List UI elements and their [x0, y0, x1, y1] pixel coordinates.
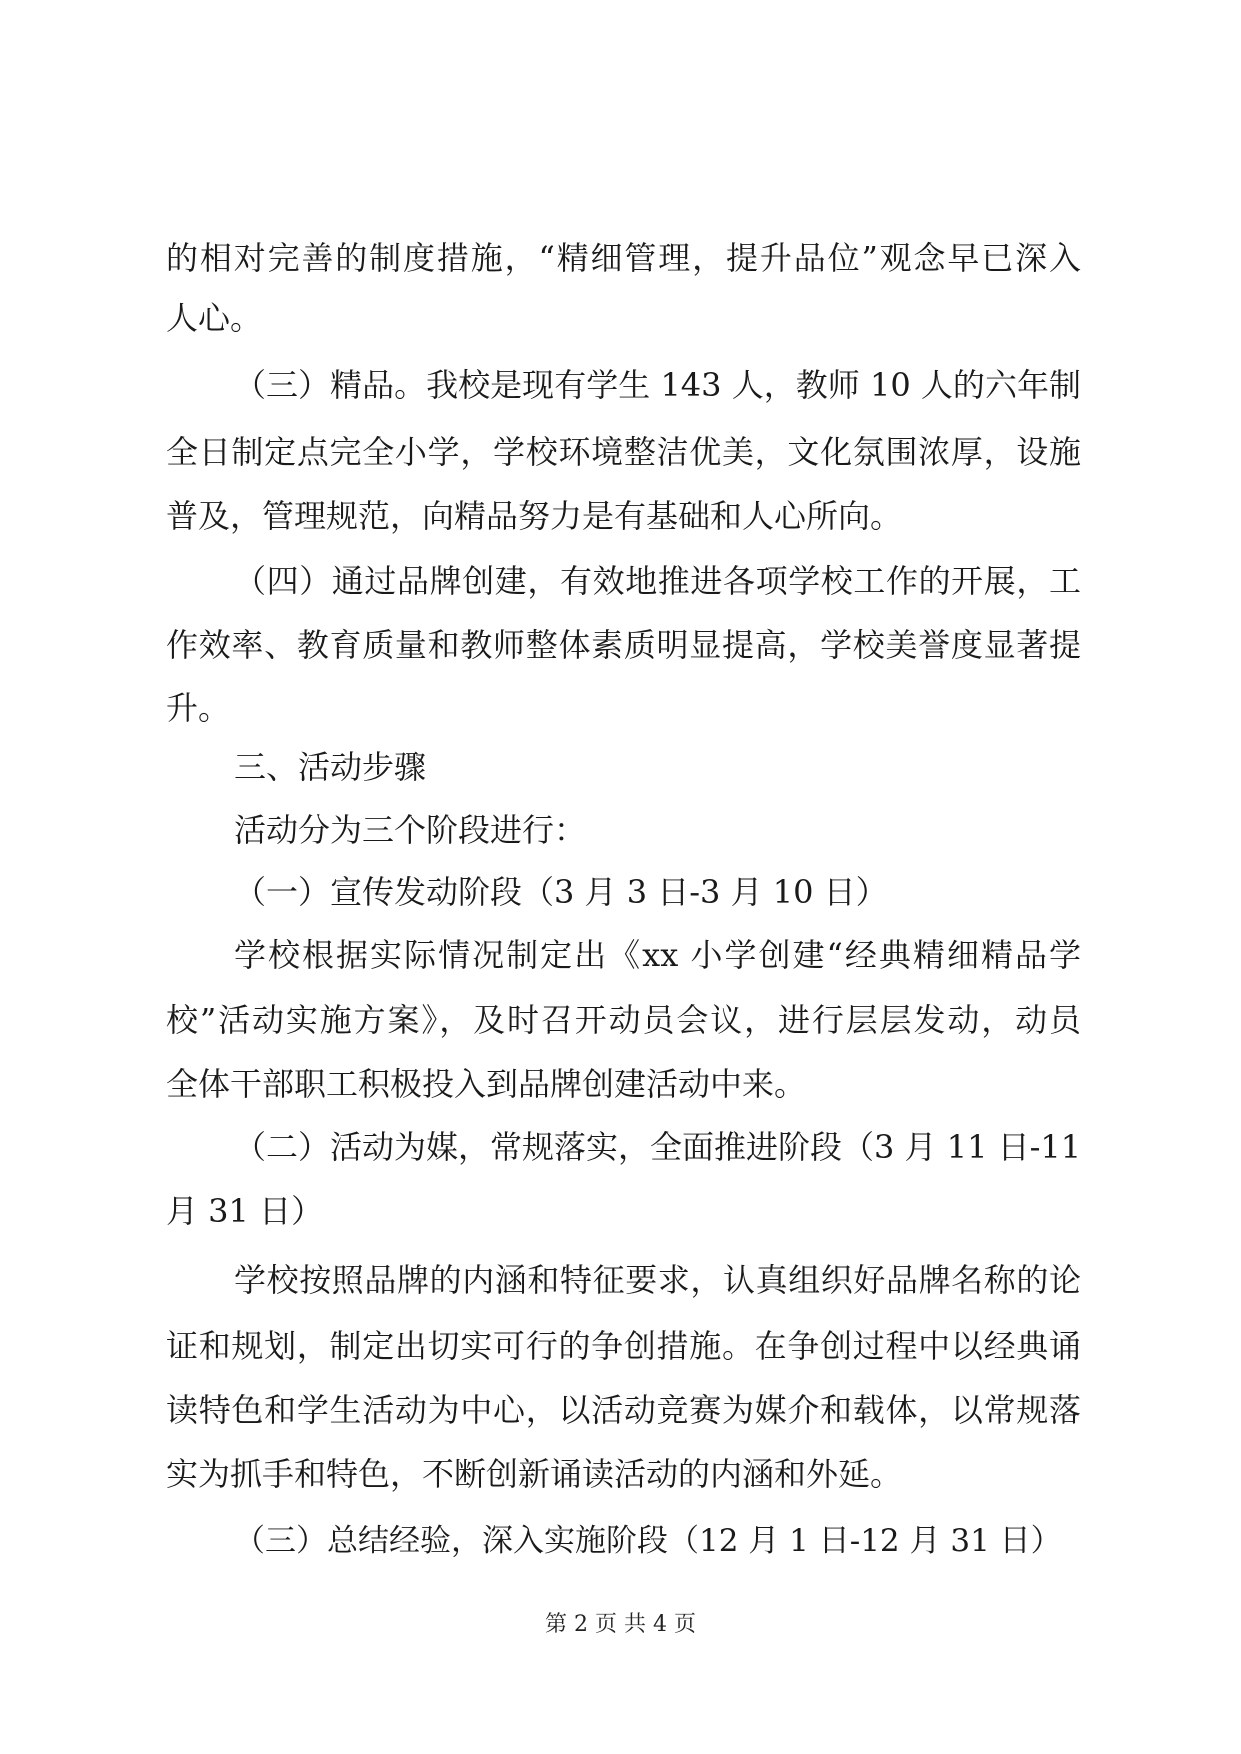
text-line: 升。 [166, 689, 231, 727]
text-line: 的相对完善的制度措施，“精细管理，提升品位”观念早已深入 [166, 239, 1081, 277]
text-line: 学校按照品牌的内涵和特征要求，认真组织好品牌名称的论 [234, 1261, 1081, 1299]
text-line: 全体干部职工积极投入到品牌创建活动中来。 [166, 1065, 807, 1103]
text-line: 证和规划，制定出切实可行的争创措施。在争创过程中以经典诵 [166, 1327, 1081, 1365]
text-line: 校”活动实施方案》，及时召开动员会议，进行层层发动，动员 [166, 1001, 1081, 1039]
text-line: （四）通过品牌创建，有效地推进各项学校工作的开展，工 [234, 562, 1081, 600]
text-line: 人心。 [166, 299, 263, 337]
text-line: 读特色和学生活动为中心，以活动竞赛为媒介和载体，以常规落 [166, 1391, 1081, 1429]
text-line: （三）精品。我校是现有学生 143 人，教师 10 人的六年制 [234, 366, 1081, 404]
text-line: 作效率、教育质量和教师整体素质明显提高，学校美誉度显著提 [166, 626, 1081, 664]
text-line: 全日制定点完全小学，学校环境整洁优美，文化氛围浓厚，设施 [166, 433, 1081, 471]
page-indicator: 第 2 页 共 4 页 [545, 1612, 696, 1637]
text-line: （三）总结经验，深入实施阶段（12 月 1 日-12 月 31 日） [234, 1523, 1062, 1559]
section-heading: 三、活动步骤 [234, 748, 427, 786]
text-line: 学校根据实际情况制定出《xx 小学创建“经典精细精品学 [234, 936, 1081, 974]
text-line: 月 31 日） [166, 1192, 324, 1230]
text-line: 普及，管理规范，向精品努力是有基础和人心所向。 [166, 497, 903, 535]
text-line: 实为抓手和特色，不断创新诵读活动的内涵和外延。 [166, 1455, 903, 1493]
text-line: （二）活动为媒，常规落实，全面推进阶段（3 月 11 日-11 [234, 1128, 1082, 1166]
text-line: 活动分为三个阶段进行： [234, 811, 587, 849]
text-line: （一）宣传发动阶段（3 月 3 日-3 月 10 日） [234, 873, 888, 911]
